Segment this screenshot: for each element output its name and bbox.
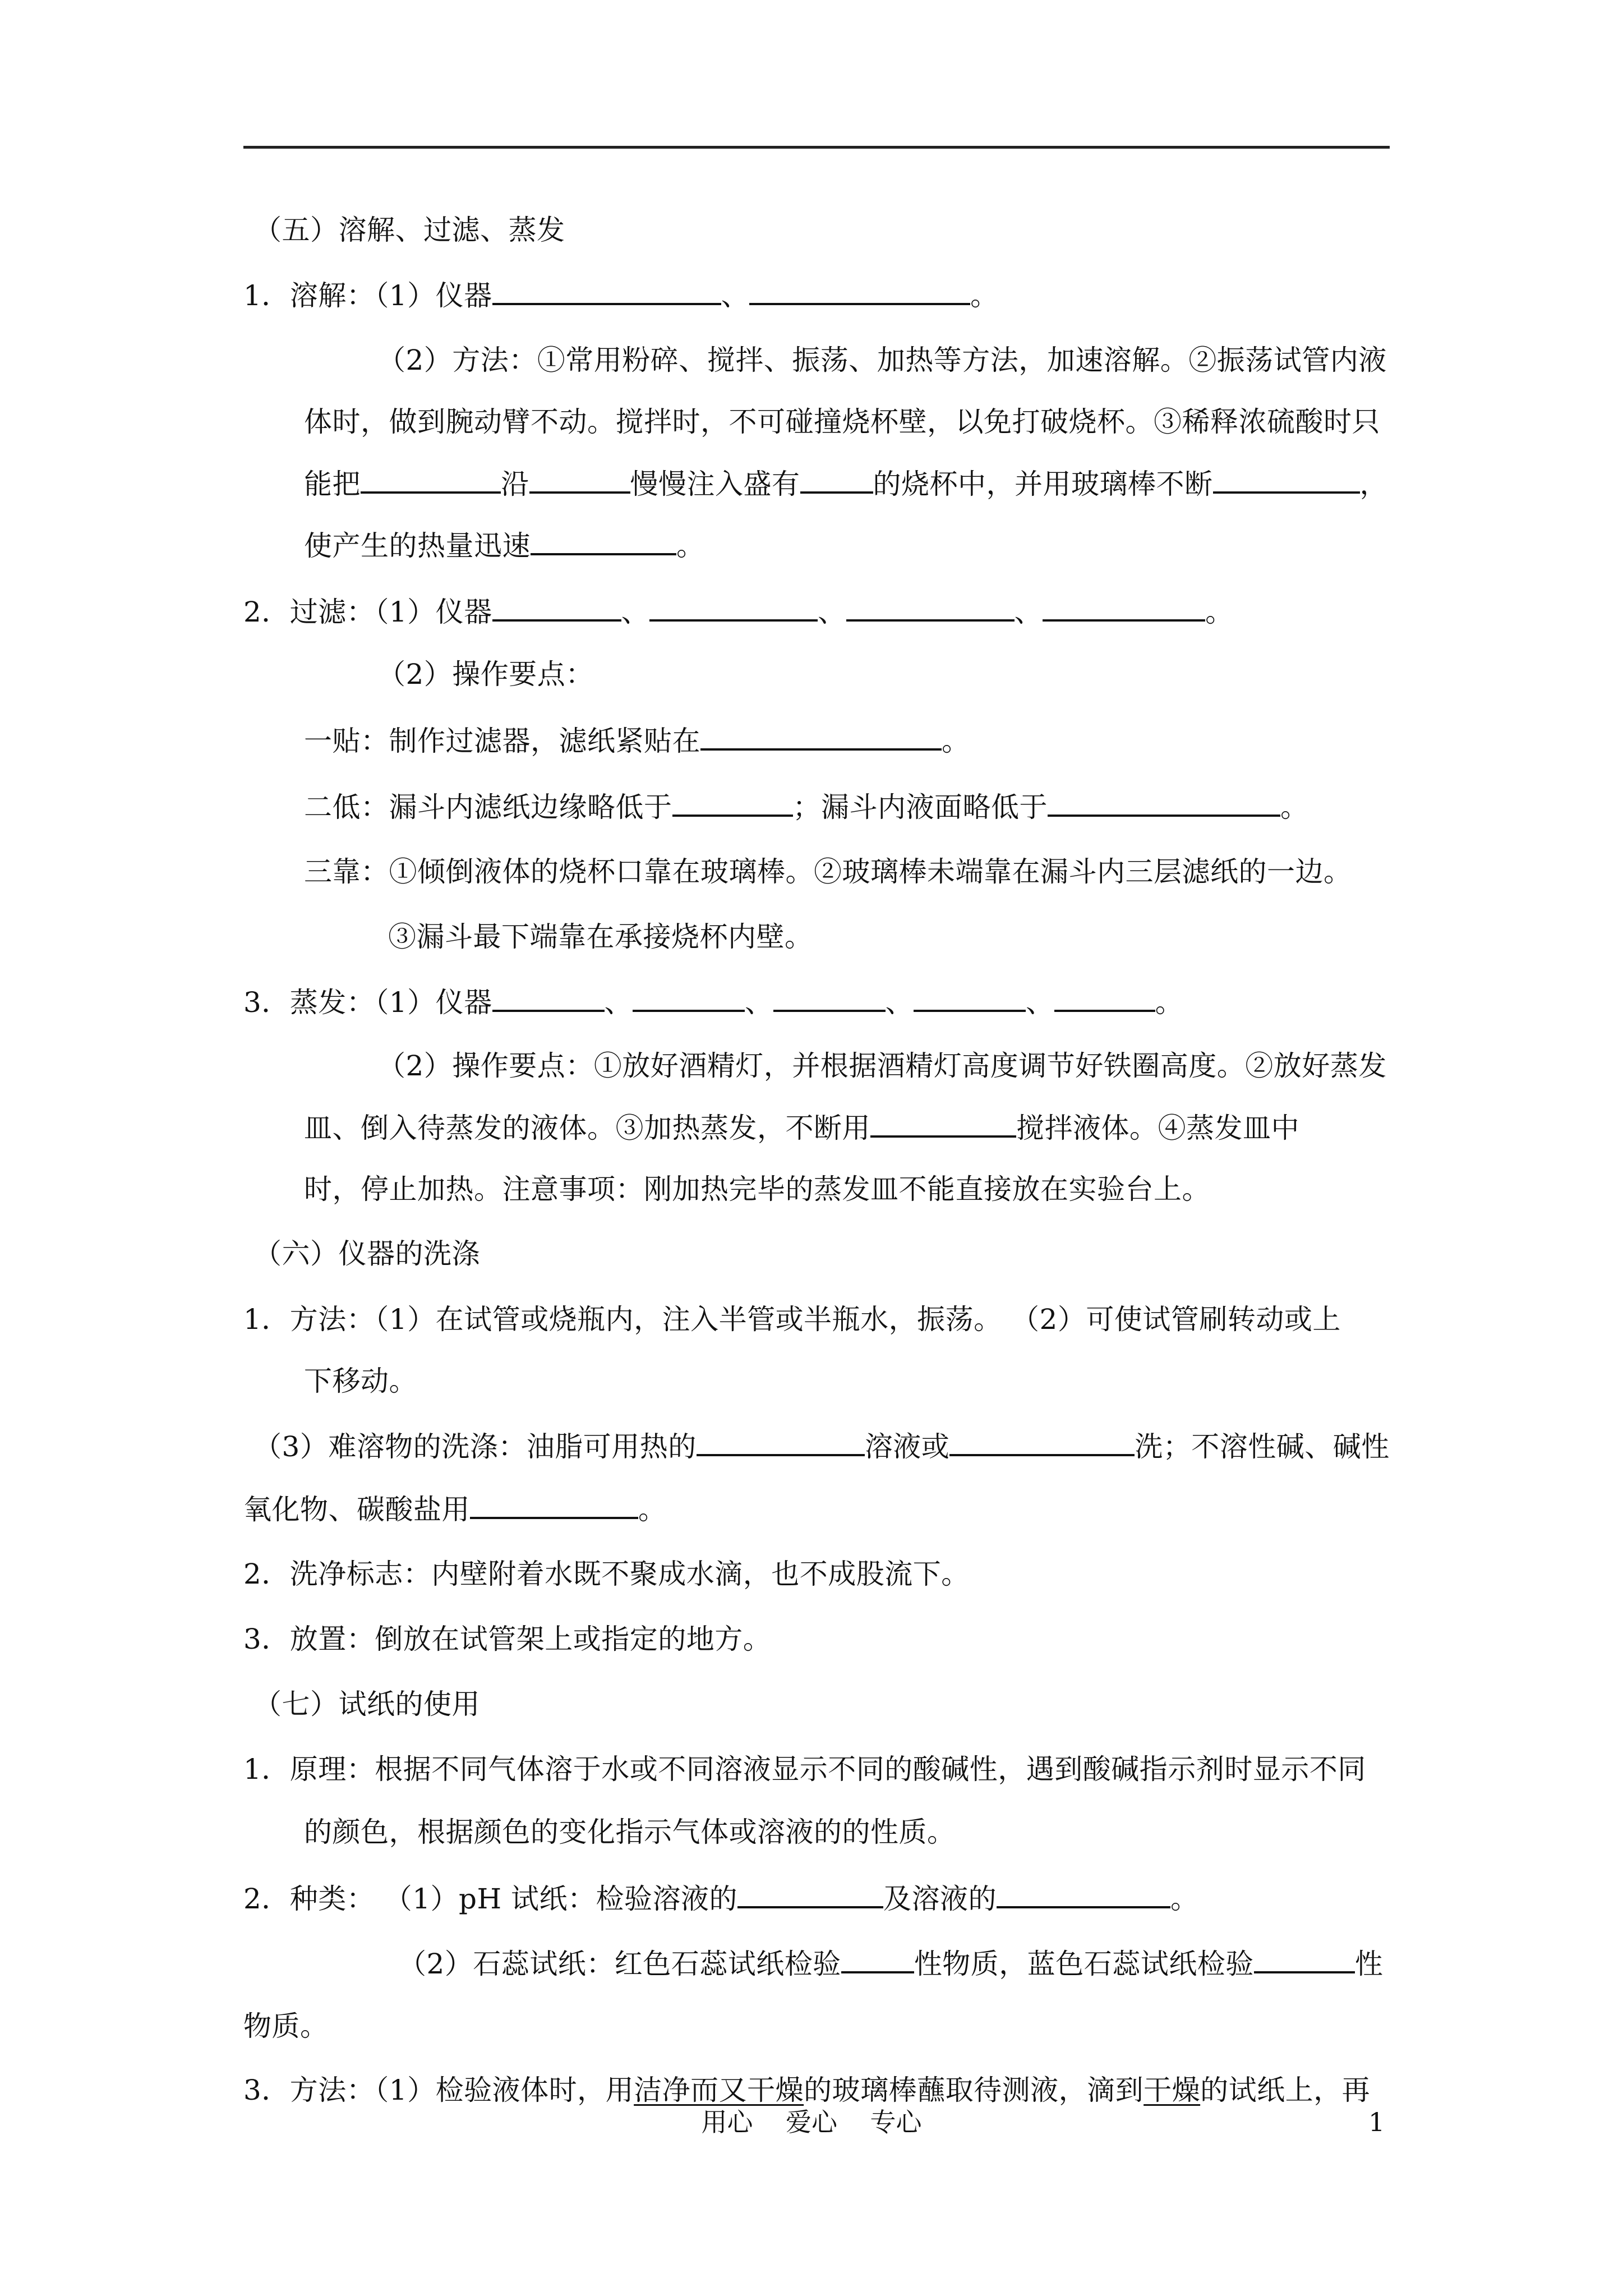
fill-blank[interactable] — [914, 985, 1026, 1012]
paper-kinds: （2）石蕊试纸：红色石蕊试纸检验 性物质，蓝色石蕊试纸检验 性 — [398, 1948, 1384, 1980]
wash-method: （3）难溶物的洗涤：油脂可用热的 溶液或 洗；不溶性碱、碱性 — [253, 1430, 1390, 1463]
wash-place: 3．放置：倒放在试管架上或指定的地方。 — [243, 1623, 772, 1655]
footer-motto: 用心 爱心 专心 — [701, 2107, 922, 2137]
page-number: 1 — [1368, 2107, 1385, 2137]
wash-method: 氧化物、碳酸盐用 。 — [243, 1493, 667, 1526]
evap-points: 时，停止加热。注意事项：刚加热完毕的蒸发皿不能直接放在实验台上。 — [304, 1173, 1210, 1205]
fill-blank[interactable] — [529, 467, 630, 494]
fill-blank[interactable] — [949, 1429, 1135, 1456]
underlined-text: 洁净而又干燥 — [634, 2074, 804, 2106]
fill-blank[interactable] — [749, 278, 970, 305]
section-heading: （五）溶解、过滤、蒸发 — [253, 214, 565, 246]
evap-points: 皿、倒入待蒸发的液体。③加热蒸发，不断用 搅拌液体。④蒸发皿中 — [304, 1112, 1299, 1144]
fill-blank[interactable] — [492, 595, 621, 622]
fill-blank[interactable] — [997, 1881, 1170, 1908]
dissolve-method: （2）方法：①常用粉碎、搅拌、振荡、加热等方法，加速溶解。②振荡试管内液 — [377, 344, 1387, 376]
filter-three: ③漏斗最下端靠在承接烧杯内壁。 — [388, 921, 813, 953]
fill-blank[interactable] — [492, 985, 605, 1012]
filter-three: 三靠：①倾倒液体的烧杯口靠在玻璃棒。②玻璃棒未端靠在漏斗内三层滤纸的一边。 — [304, 855, 1352, 888]
fill-blank[interactable] — [531, 528, 676, 555]
fill-blank[interactable] — [1054, 985, 1155, 1012]
section-heading: （六）仪器的洗涤 — [253, 1237, 480, 1270]
filter-two: 二低：漏斗内滤纸边缘略低于 ；漏斗内液面略低于 。 — [304, 791, 1309, 823]
fill-blank[interactable] — [1043, 595, 1205, 622]
dissolve-instruments: 1．溶解：（1）仪器 、 。 — [243, 279, 999, 312]
header-rule — [243, 146, 1390, 149]
filter-one: 一贴：制作过滤器，滤纸紧贴在 。 — [304, 725, 970, 757]
paper-principle: 1．原理：根据不同气体溶于水或不同溶液显示不同的酸碱性，遇到酸碱指示剂时显示不同 — [243, 1753, 1366, 1786]
filter-instruments: 2．过滤：（1）仪器 、 、 、 。 — [243, 596, 1234, 628]
fill-blank[interactable] — [1048, 790, 1280, 817]
fill-blank[interactable] — [633, 985, 745, 1012]
dissolve-method: 能把 沿 慢慢注入盛有 的烧杯中，并用玻璃棒不断 ， — [304, 468, 1388, 500]
fill-blank[interactable] — [800, 467, 873, 494]
fill-blank[interactable] — [697, 1429, 865, 1456]
fill-blank[interactable] — [1213, 467, 1360, 494]
wash-method: 下移动。 — [304, 1365, 417, 1397]
fill-blank[interactable] — [700, 724, 942, 751]
section-heading: （七）试纸的使用 — [253, 1688, 480, 1720]
evap-instruments: 3．蒸发：（1）仪器 、 、 、 、 。 — [243, 986, 1184, 1019]
fill-blank[interactable] — [1254, 1947, 1355, 1973]
dissolve-method: 使产生的热量迅速 。 — [304, 530, 705, 562]
fill-blank[interactable] — [773, 985, 886, 1012]
evap-points: （2）操作要点：①放好酒精灯，并根据酒精灯高度调节好铁圈高度。②放好蒸发 — [377, 1050, 1387, 1082]
fill-blank[interactable] — [841, 1947, 914, 1973]
fill-blank[interactable] — [846, 595, 1015, 622]
dissolve-method: 体时，做到腕动臂不动。搅拌时，不可碰撞烧杯壁，以免打破烧杯。③稀释浓硫酸时只 — [304, 406, 1380, 438]
paper-kinds: 物质。 — [243, 2010, 329, 2042]
fill-blank[interactable] — [870, 1111, 1016, 1138]
underlined-text: 干燥 — [1144, 2074, 1201, 2106]
fill-blank[interactable] — [470, 1492, 638, 1519]
paper-method: 3．方法：（1）检验液体时，用洁净而又干燥的玻璃棒蘸取待测液，滴到干燥的试纸上，再 — [243, 2074, 1371, 2106]
fill-blank[interactable] — [649, 595, 818, 622]
fill-blank[interactable] — [672, 790, 793, 817]
paper-principle: 的颜色，根据颜色的变化指示气体或溶液的的性质。 — [304, 1816, 956, 1848]
wash-method: 1．方法：（1）在试管或烧瓶内，注入半管或半瓶水，振荡。 （2）可使试管刷转动或上 — [243, 1303, 1341, 1336]
filter-points: （2）操作要点： — [377, 658, 594, 691]
fill-blank[interactable] — [361, 467, 501, 494]
paper-kinds: 2．种类： （1）pH 试纸：检验溶液的 及溶液的 。 — [243, 1883, 1199, 1915]
fill-blank[interactable] — [737, 1881, 883, 1908]
wash-clean: 2．洗净标志：内壁附着水既不聚成水滴，也不成股流下。 — [243, 1558, 970, 1590]
fill-blank[interactable] — [492, 278, 721, 305]
